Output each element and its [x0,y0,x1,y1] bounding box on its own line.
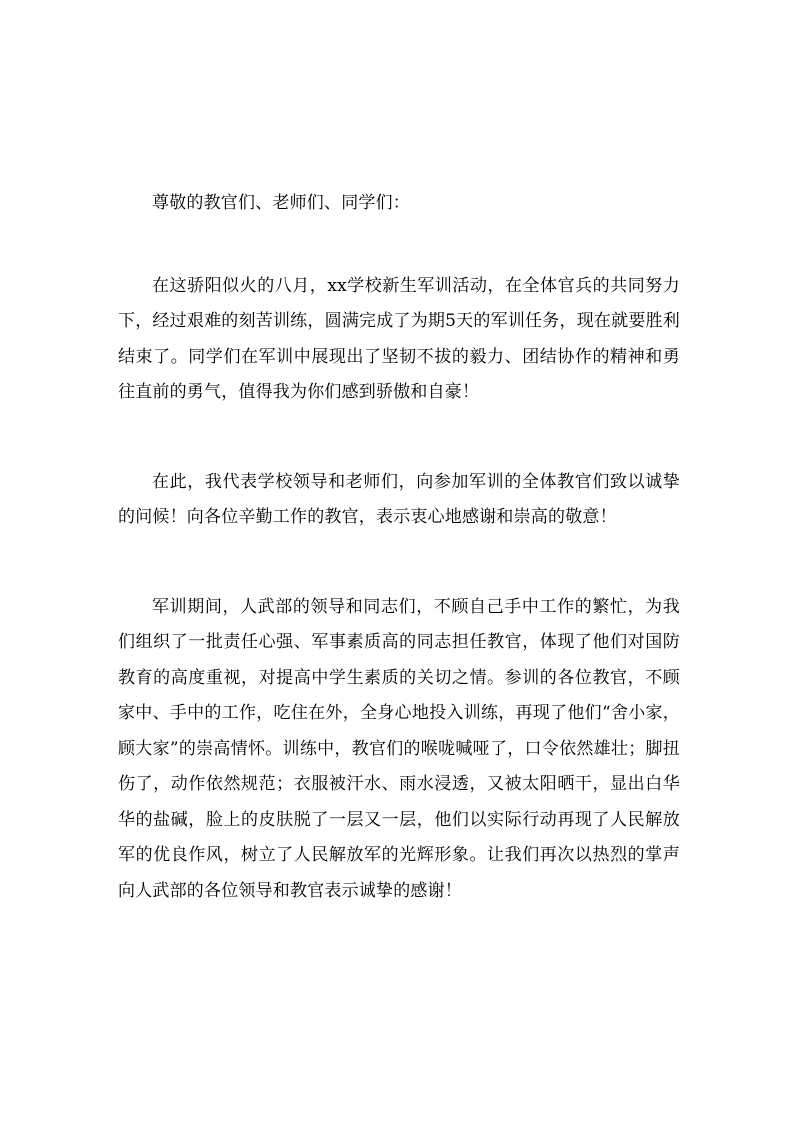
greeting: 尊敬的教官们、老师们、同学们： [152,193,410,213]
paragraph-3: 军训期间，人武部的领导和同志们，不顾自己手中工作的繁忙，为我们组织了一批责任心强、军事素质高的同志担任教官，体现了他们对国防教育的高度重视，对提高中学生素质的关切之情。参训的各位教官，不顾家中、手中的工作，吃住在外，全身心地投入训练，再现了他们“舍小家，顾大家”的崇高情怀。训练中，教官们的喉咙喊哑了，口令依然雄壮；脚扭伤了，动作依然规范；衣服被汗水、雨水浸透，又被太阳晒干，显出白华华的盐碱，脸上的皮肤脱了一层又一层，他们以实际行动再现了人民解放军的优良作风，树立了人民解放军的光辉形象。让我们再次以热烈的掌声向人武部的各位领导和教官表示诚挚的感谢！ [118,596,680,901]
paragraph-1: 在这骄阳似火的八月，xx学校新生军训活动，在全体官兵的共同努力下，经过艰难的刻苦训练，圆满完成了为期5天的军训任务，现在就要胜利结束了。同学们在军训中展现出了坚韧不拔的毅力、团结协作的精神和勇往直前的勇气，值得我为你们感到骄傲和自豪！ [118,275,680,402]
paragraph-2: 在此，我代表学校领导和老师们，向参加军训的全体教官们致以诚挚的问候！向各位辛勤工作的教官，表示衷心地感谢和崇高的敬意！ [118,471,680,527]
document-body [118,186,680,909]
paragraph-spacer [118,222,680,269]
paragraph-spacer [118,411,680,465]
paragraph-spacer [118,536,680,590]
